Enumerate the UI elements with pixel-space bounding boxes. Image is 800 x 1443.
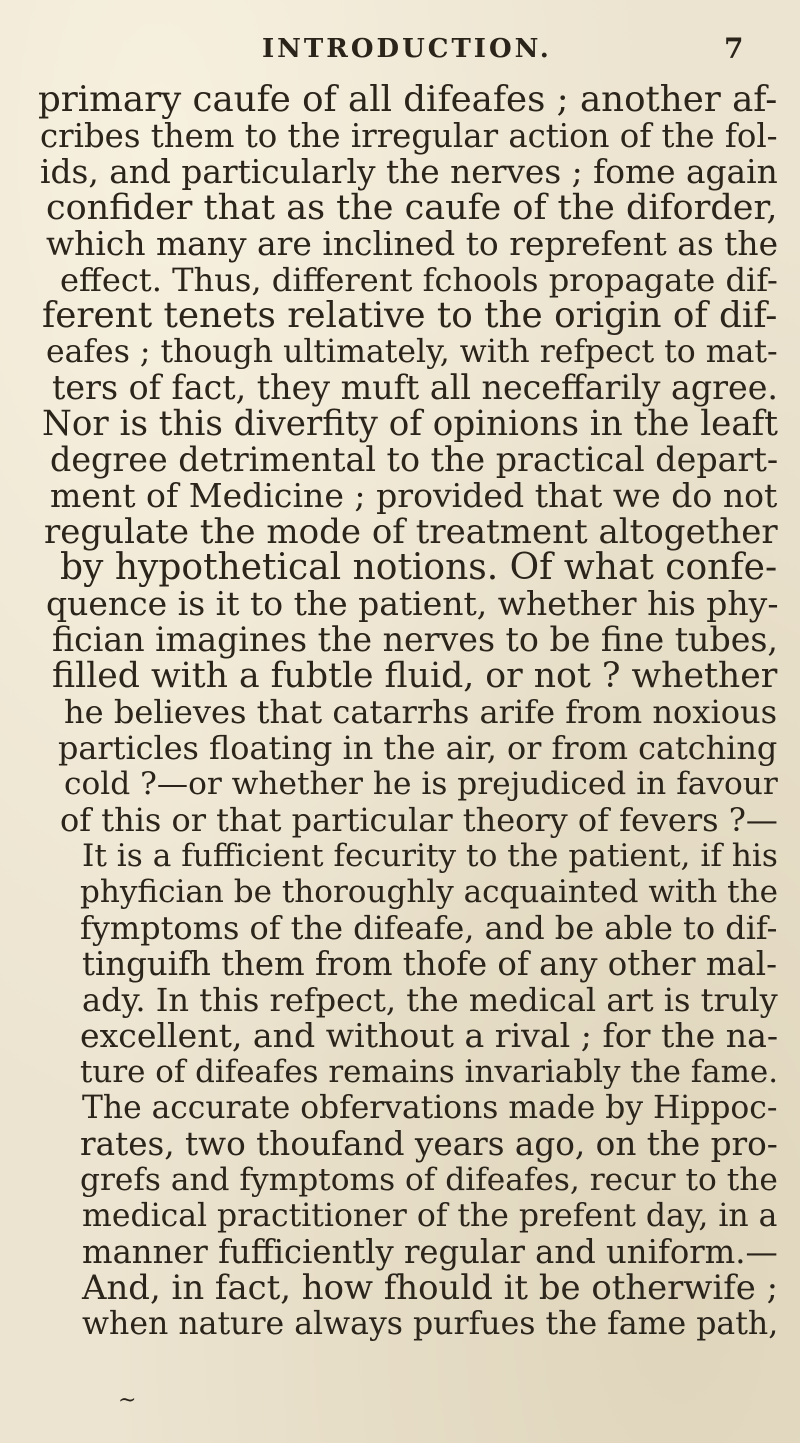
text-line: fymptoms of the difeafe, and be able to dif- [80, 909, 778, 947]
text-line: It is a fufficient fecurity to the patient, if his [82, 838, 778, 874]
text-line: rates, two thoufand years ago, on the pro- [80, 1125, 778, 1163]
text-line: The accurate obfervations made by Hippoc- [82, 1090, 778, 1126]
text-line: regulate the mode of treatment altogether [44, 512, 778, 552]
text-line: And, in fact, how fhould it be otherwife ; [82, 1268, 778, 1307]
text-line: fician imagines the nerves to be fine tubes, [52, 620, 778, 659]
text-line: cold ?—or whether he is prejudiced in favour [64, 766, 778, 802]
text-line: degree detrimental to the practical depart- [50, 440, 779, 479]
text-line: filled with a fubtle fluid, or not ? whether [52, 656, 778, 696]
text-line: he believes that catarrhs arife from noxious [64, 693, 778, 731]
text-line: ady. In this refpect, the medical art is truly [82, 981, 778, 1019]
text-line: manner fufficiently regular and uniform.— [82, 1233, 778, 1271]
text-line: quence is it to the patient, whether his phy- [46, 584, 779, 623]
text-line: of this or that particular theory of fevers ?— [60, 801, 778, 839]
catchword: ~ [118, 1388, 137, 1413]
page-header [0, 28, 800, 68]
text-line: tinguifh them from thofe of any other mal- [82, 945, 778, 983]
text-line: primary caufe of all difeafes ; another af- [38, 79, 778, 120]
text-line: excellent, and without a rival ; for the na- [80, 1016, 779, 1055]
text-line: ture of difeafes remains invariably the fame. [80, 1054, 779, 1090]
text-line: by hypothetical notions. Of what confe- [60, 547, 778, 588]
page-number: 7 [724, 32, 744, 65]
text-line: grefs and fymptoms of difeafes, recur to the [80, 1162, 778, 1198]
text-line: eafes ; though ultimately, with refpect to mat- [46, 334, 778, 370]
running-title: INTRODUCTION. [262, 34, 552, 64]
text-line: phyfician be thoroughly acquainted with the [80, 874, 778, 910]
text-line: cribes them to the irregular action of the fol- [40, 117, 778, 155]
text-line: ferent tenets relative to the origin of dif- [42, 295, 778, 336]
text-line: ters of fact, they muft all neceffarily agree. [52, 368, 778, 407]
text-line: ids, and particularly the nerves ; fome again [40, 153, 778, 191]
text-line: which many are inclined to reprefent as the [46, 224, 779, 263]
text-line: medical practitioner of the prefent day, in a [82, 1198, 778, 1234]
text-line: Nor is this diverfity of opinions in the leaft [42, 404, 778, 444]
text-line: ment of Medicine ; provided that we do not [50, 476, 778, 515]
text-line: effect. Thus, different fchools propagate dif- [60, 261, 778, 299]
text-line: particles floating in the air, or from catching [58, 729, 778, 767]
text-line: when nature always purfues the fame path, [82, 1306, 779, 1342]
text-line: confider that as the caufe of the diforder, [46, 188, 778, 228]
